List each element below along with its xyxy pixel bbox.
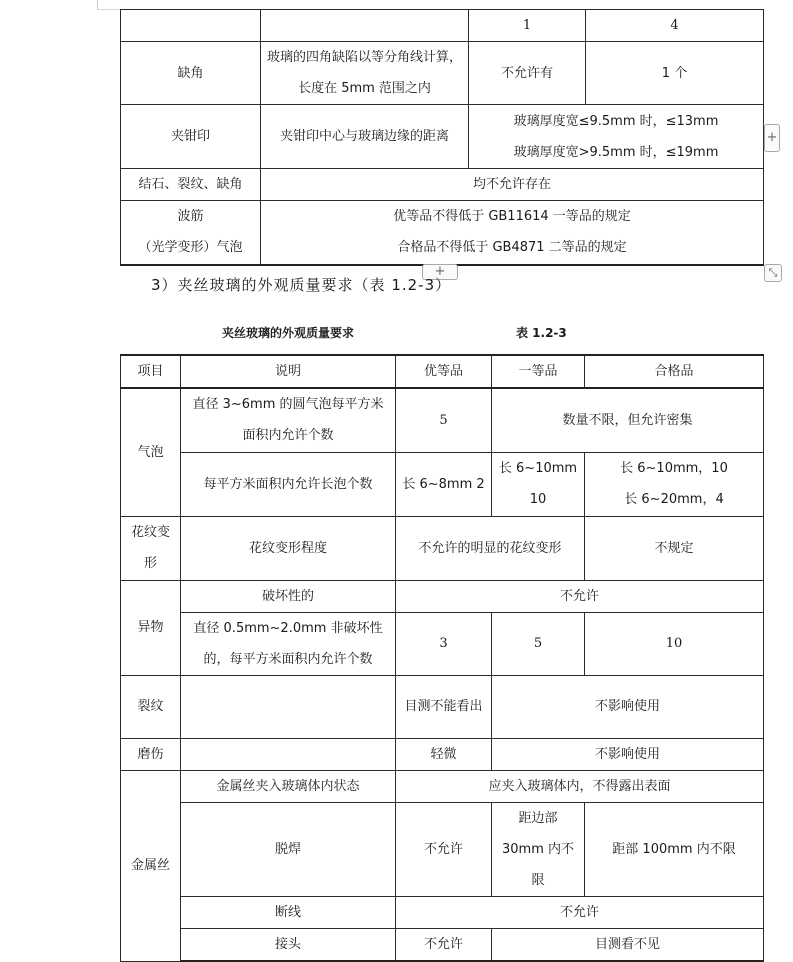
table-cell: 目测不能看出 — [396, 675, 492, 738]
table-row — [121, 802, 764, 896]
table-cell: 长 6~10mm 10 — [492, 452, 585, 516]
table-row — [121, 738, 764, 770]
table-header-row — [121, 355, 764, 388]
table-cell — [261, 10, 469, 42]
table-cell: 均不允许存在 — [261, 169, 764, 201]
cell-line: 合格品不得低于 GB4871 二等品的规定 — [397, 240, 627, 256]
table-row — [121, 201, 764, 265]
table-cell: 不允许 — [396, 896, 764, 928]
table-resize-icon[interactable]: ⤡ — [764, 264, 782, 282]
table-cell: 距边部 30mm 内不限 — [492, 802, 585, 896]
cell-line: （光学变形）气泡 — [138, 240, 243, 256]
table-cell: 目测看不见 — [492, 928, 764, 961]
column-header: 说明 — [181, 355, 396, 388]
table-row — [121, 42, 764, 105]
table-cell: 数量不限，但允许密集 — [492, 388, 764, 452]
item-cell: 花纹变形 — [121, 516, 181, 580]
item-cell — [121, 201, 261, 265]
item-cell: 异物 — [121, 580, 181, 675]
table-cell: 距部 100mm 内不限 — [585, 802, 764, 896]
cell-line: 玻璃厚度宽≤9.5mm 时，≤13mm — [513, 113, 719, 129]
table-cell: 轻微 — [396, 738, 492, 770]
table-row — [121, 612, 764, 675]
item-cell: 夹钳印 — [121, 105, 261, 169]
cell-line: 长 6~20mm，4 — [624, 492, 724, 507]
table-cell — [585, 452, 764, 516]
table-row — [121, 896, 764, 928]
table-row — [121, 580, 764, 612]
item-cell: 磨伤 — [121, 738, 181, 770]
cell-line: 长 6~10mm，10 — [620, 461, 728, 476]
desc-cell: 夹钳印中心与玻璃边缘的距离 — [261, 105, 469, 169]
table-cell: 不允许 — [396, 580, 764, 612]
table-cell: 4 — [586, 10, 764, 42]
table-cell: 3 — [396, 612, 492, 675]
table-cell: 不允许的明显的花纹变形 — [396, 516, 585, 580]
column-header: 合格品 — [585, 355, 764, 388]
table-cell: 不允许 — [396, 802, 492, 896]
table-caption-code: 表 1.2-3 — [516, 326, 567, 340]
desc-cell — [181, 675, 396, 738]
column-header: 项目 — [121, 355, 181, 388]
item-cell: 裂纹 — [121, 675, 181, 738]
desc-cell — [181, 738, 396, 770]
table-cell — [261, 201, 764, 265]
add-row-handle[interactable]: + — [764, 124, 780, 152]
table-row — [121, 169, 764, 201]
table-cell: 1 个 — [586, 42, 764, 105]
table-row — [121, 770, 764, 802]
desc-cell: 破坏性的 — [181, 580, 396, 612]
cell-line: 波筋 — [177, 209, 204, 225]
item-cell: 气泡 — [121, 388, 181, 516]
table-cell: 不允许 — [396, 928, 492, 961]
table-row — [121, 388, 764, 452]
item-cell: 结石、裂纹、缺角 — [121, 169, 261, 201]
column-header: 一等品 — [492, 355, 585, 388]
table-cell: 不影响使用 — [492, 675, 764, 738]
cell-line: 玻璃厚度宽>9.5mm 时，≤19mm — [513, 144, 719, 160]
item-cell: 缺角 — [121, 42, 261, 105]
table-row — [121, 928, 764, 961]
table-caption-title: 夹丝玻璃的外观质量要求 — [222, 326, 355, 340]
add-row-handle[interactable]: + — [422, 264, 458, 280]
item-cell: 金属丝 — [121, 770, 181, 961]
column-header: 优等品 — [396, 355, 492, 388]
desc-cell: 直径 3~6mm 的圆气泡每平方米面积内允许个数 — [181, 388, 396, 452]
desc-cell: 断线 — [181, 896, 396, 928]
table-cell: 1 — [469, 10, 586, 42]
desc-cell: 金属丝夹入玻璃体内状态 — [181, 770, 396, 802]
table-top-continuation — [120, 9, 764, 266]
table-row — [121, 10, 764, 42]
table-cell: 5 — [396, 388, 492, 452]
table-wired-glass-quality — [120, 354, 764, 962]
table-cell: 应夹入玻璃体内，不得露出表面 — [396, 770, 764, 802]
table-cell: 不规定 — [585, 516, 764, 580]
desc-cell: 接头 — [181, 928, 396, 961]
table-row — [121, 675, 764, 738]
table-cell — [121, 10, 261, 42]
table-cell: 不允许有 — [469, 42, 586, 105]
desc-cell: 脱焊 — [181, 802, 396, 896]
desc-cell: 玻璃的四角缺陷以等分角线计算，长度在 5mm 范围之内 — [261, 42, 469, 105]
table-row — [121, 105, 764, 169]
desc-cell: 直径 0.5mm~2.0mm 非破坏性的，每平方米面积内允许个数 — [181, 612, 396, 675]
table-cell: 10 — [585, 612, 764, 675]
table-cell — [469, 105, 764, 169]
table-cell: 长 6~8mm 2 — [396, 452, 492, 516]
section-heading: 3）夹丝玻璃的外观质量要求（表 1.2-3） — [151, 276, 452, 294]
desc-cell: 花纹变形程度 — [181, 516, 396, 580]
desc-cell: 每平方米面积内允许长泡个数 — [181, 452, 396, 516]
cell-line: 优等品不得低于 GB11614 一等品的规定 — [393, 209, 631, 225]
table-row — [121, 516, 764, 580]
table-cell: 5 — [492, 612, 585, 675]
table-row — [121, 452, 764, 516]
table-cell: 不影响使用 — [492, 738, 764, 770]
